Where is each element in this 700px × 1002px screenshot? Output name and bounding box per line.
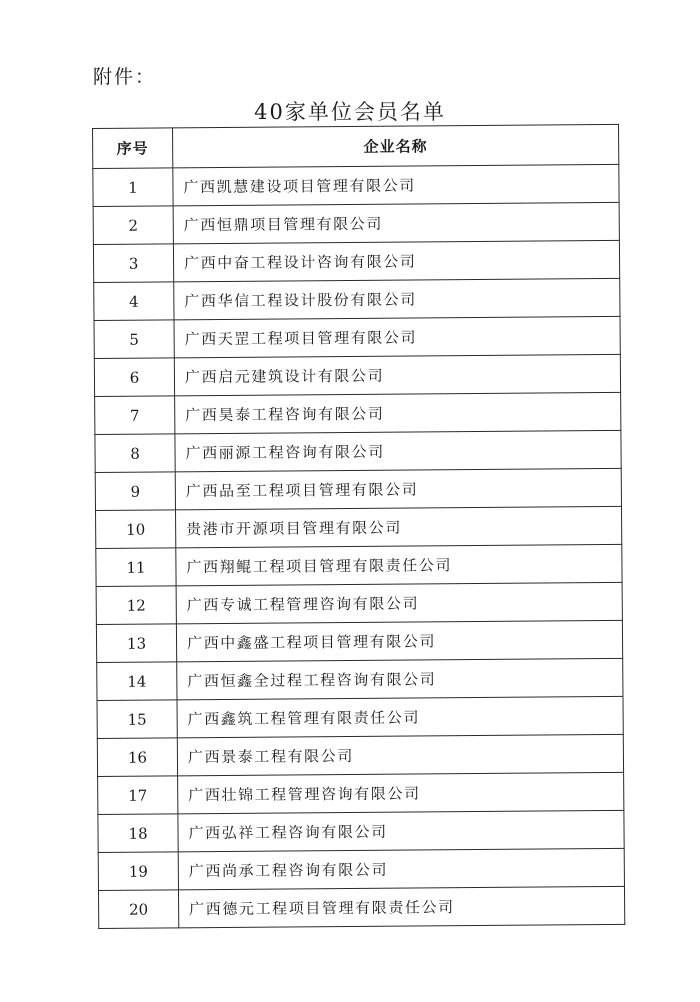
company-name: 广西尚承工程咨询有限公司: [178, 848, 624, 890]
header-company: 企业名称: [173, 124, 619, 168]
row-number: 16: [97, 738, 177, 777]
row-number: 17: [98, 776, 178, 815]
table-row: [94, 354, 620, 396]
company-name: 广西恒鼎项目管理有限公司: [173, 202, 619, 244]
table-row: [98, 810, 624, 852]
row-number: 13: [96, 624, 176, 663]
row-number: 12: [96, 586, 176, 625]
company-name: 广西中鑫盛工程项目管理有限公司: [176, 620, 622, 662]
member-table: [92, 124, 625, 929]
row-number: 7: [95, 396, 175, 435]
company-name: 广西中奋工程设计咨询有限公司: [173, 240, 619, 282]
table-row: [93, 240, 619, 282]
table-row: [93, 202, 619, 244]
row-number: 19: [98, 852, 178, 891]
row-number: 4: [94, 282, 174, 321]
header-number: 序号: [93, 128, 173, 169]
company-name: 广西恒鑫全过程工程咨询有限公司: [177, 658, 623, 700]
attachment-label: 附件：: [93, 66, 157, 88]
table-row: [93, 164, 619, 206]
table-row: [97, 658, 623, 700]
company-name: 广西鑫筑工程管理有限责任公司: [177, 696, 623, 738]
table-row: [95, 392, 621, 434]
row-number: 9: [95, 472, 175, 511]
table-row: [98, 772, 624, 814]
company-name: 广西德元工程项目管理有限责任公司: [178, 886, 624, 928]
row-number: 10: [96, 510, 176, 549]
row-number: 1: [93, 168, 173, 207]
table-row: [94, 278, 620, 320]
row-number: 6: [94, 358, 174, 397]
company-name: 广西昊泰工程咨询有限公司: [175, 392, 621, 434]
row-number: 3: [93, 244, 173, 283]
table-row: [95, 468, 621, 510]
row-number: 2: [93, 206, 173, 245]
company-name: 广西翔鲲工程项目管理有限责任公司: [176, 544, 622, 586]
company-name: 广西启元建筑设计有限公司: [174, 354, 620, 396]
table-row: [94, 316, 620, 358]
company-name: 广西壮锦工程管理咨询有限公司: [178, 772, 624, 814]
company-name: 广西专诚工程管理咨询有限公司: [176, 582, 622, 624]
company-name: 广西弘祥工程咨询有限公司: [178, 810, 624, 852]
row-number: 15: [97, 700, 177, 739]
company-name: 广西品至工程项目管理有限公司: [175, 468, 621, 510]
row-number: 5: [94, 320, 174, 359]
company-name: 广西凯慧建设项目管理有限公司: [173, 164, 619, 206]
company-name: 广西天罡工程项目管理有限公司: [174, 316, 620, 358]
row-number: 18: [98, 814, 178, 853]
company-name: 广西丽源工程咨询有限公司: [175, 430, 621, 472]
row-number: 20: [98, 890, 178, 929]
row-number: 8: [95, 434, 175, 473]
row-number: 14: [97, 662, 177, 701]
table-row: [97, 696, 623, 738]
table-row: [98, 886, 624, 928]
row-number: 11: [96, 548, 176, 587]
company-name: 广西景泰工程有限公司: [177, 734, 623, 776]
table-row: [96, 620, 622, 662]
table-row: [98, 848, 624, 890]
document-title: 40家单位会员名单: [254, 100, 446, 124]
company-name: 贵港市开源项目管理有限公司: [176, 506, 622, 548]
table-row: [96, 544, 622, 586]
table-row: [96, 506, 622, 548]
table-body: [93, 164, 625, 928]
table-row: [95, 430, 621, 472]
table-row: [97, 734, 623, 776]
table-header-row: [93, 124, 619, 168]
company-name: 广西华信工程设计股份有限公司: [174, 278, 620, 320]
table-row: [96, 582, 622, 624]
